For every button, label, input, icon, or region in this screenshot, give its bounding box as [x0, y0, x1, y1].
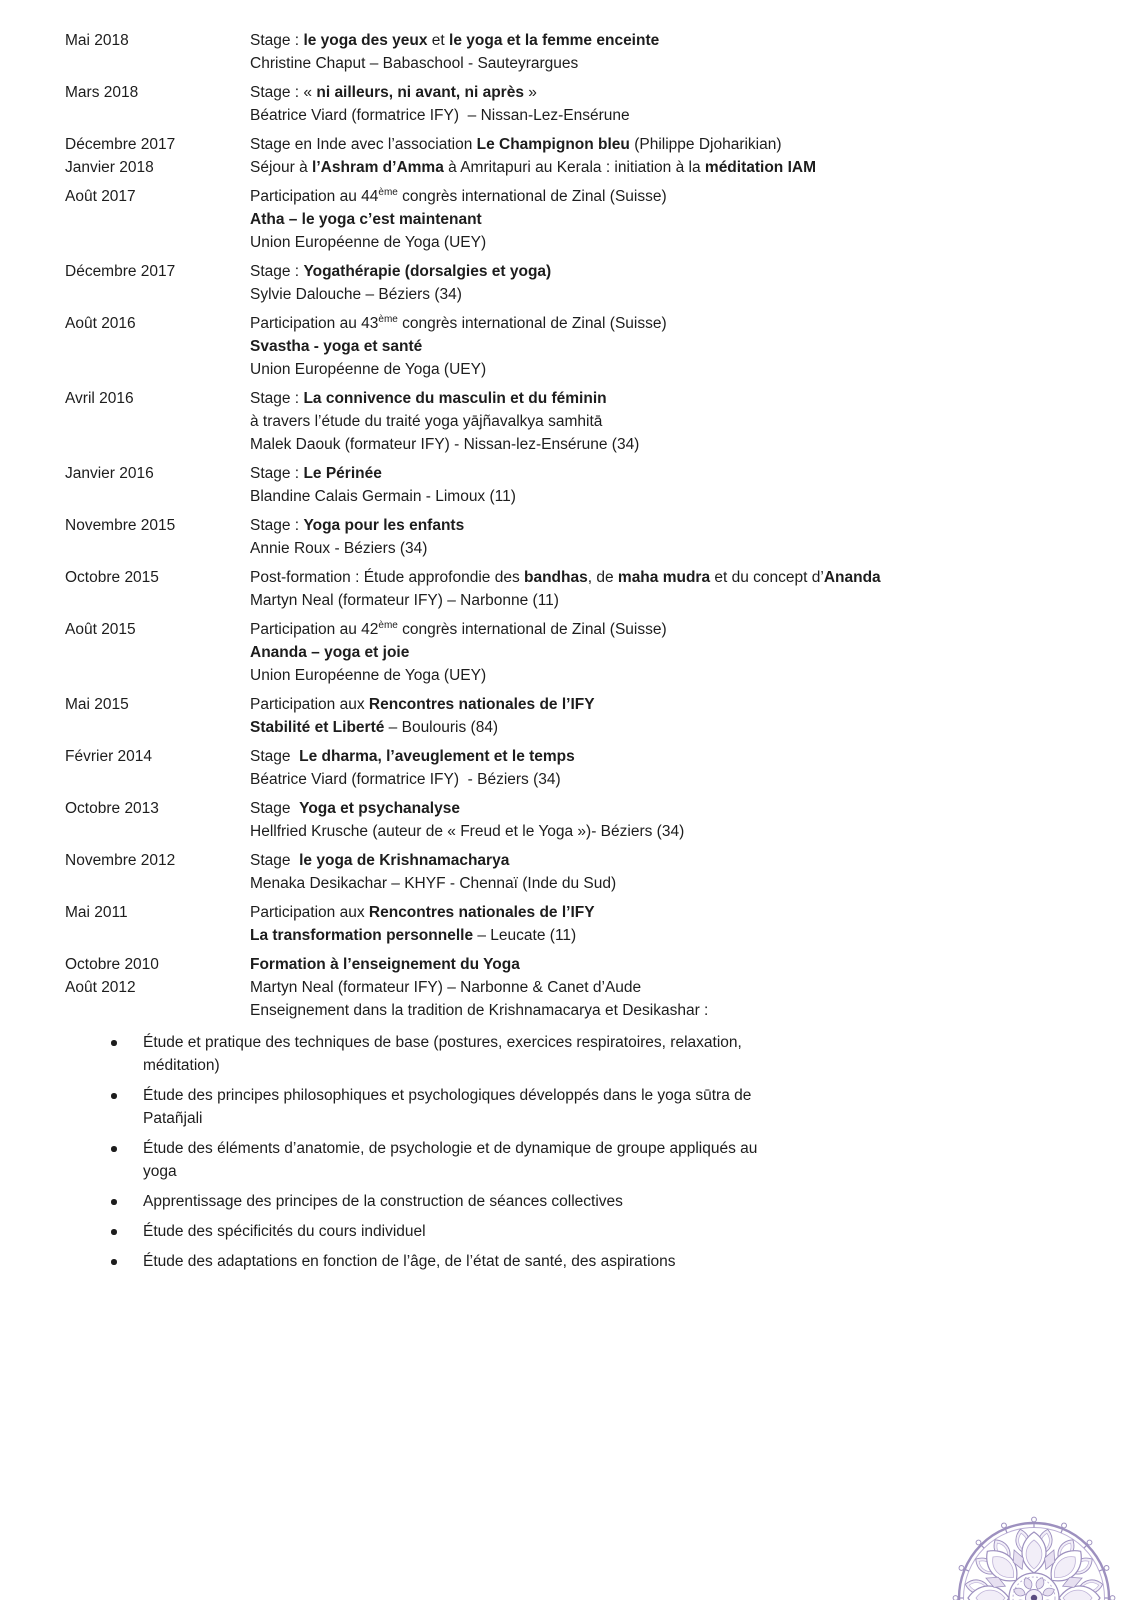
plain-text: Stage :: [250, 517, 304, 534]
mandala-shape: [1053, 1536, 1078, 1564]
entry-description-line: [250, 901, 1077, 924]
mandala-shape: [1110, 1596, 1115, 1600]
mandala-shape: [989, 1536, 1014, 1564]
mandala-shape: [958, 1565, 964, 1571]
plain-text: Béatrice Viard (formatrice IFY) - Béziers (34): [250, 771, 561, 788]
entry-date: Octobre 2010: [65, 956, 159, 973]
entry-description-line: [250, 283, 1077, 306]
emphasized-text: Atha – le yoga c’est maintenant: [250, 211, 482, 228]
plain-text: Malek Daouk (formateur IFY) - Nissan-lez-Ensérune (34): [250, 436, 640, 453]
entry-date: Août 2016: [65, 315, 136, 332]
plain-text: Martyn Neal (formateur IFY) – Narbonne (11): [250, 592, 559, 609]
bullet-item: [65, 1084, 1132, 1130]
entry-description-line: [250, 797, 1077, 820]
mandala-shape: [1081, 1581, 1100, 1593]
entry-date-column: [65, 29, 250, 52]
emphasized-text: Ananda: [823, 569, 881, 586]
mandala-shape: [1001, 1522, 1007, 1528]
bullet-dot-icon: [111, 1093, 117, 1099]
training-entry: [65, 901, 1132, 947]
plain-text: et du concept d’: [710, 569, 824, 586]
plain-text: Hellfried Krusche (auteur de « Freud et le Yoga »)- Béziers (34): [250, 823, 685, 840]
entry-description-line: [250, 260, 1077, 283]
mandala-shape: [1041, 1548, 1059, 1572]
mandala-shape: [1093, 1595, 1099, 1600]
mandala-shape: [987, 1551, 1019, 1583]
plain-text: Union Européenne de Yoga (UEY): [250, 667, 487, 684]
mandala-shape: [1084, 1542, 1090, 1548]
entry-description-line: [250, 618, 1077, 641]
mandala-shape: [1043, 1543, 1089, 1589]
plain-text: Blandine Calais Germain - Limoux (11): [250, 488, 516, 505]
emphasized-text: méditation IAM: [704, 159, 816, 176]
plain-text: Stage :: [250, 465, 304, 482]
plain-text: Post-formation : Étude approfondie des: [250, 569, 524, 586]
mandala-shape: [1074, 1550, 1082, 1558]
entry-date-column: [65, 566, 250, 589]
plain-text: Participation aux: [250, 696, 369, 713]
plain-text: Sylvie Dalouche – Béziers (34): [250, 286, 462, 303]
mandala-shape: [978, 1542, 984, 1548]
emphasized-text: Rencontres nationales de l’IFY: [368, 696, 595, 713]
entry-date: Février 2014: [65, 748, 153, 765]
plain-text: Stage : «: [250, 84, 317, 101]
training-entry: [65, 260, 1132, 306]
plain-text: Stage :: [250, 263, 304, 280]
mandala-shape: [968, 1581, 987, 1593]
entry-date-column: [65, 185, 250, 208]
entry-description-line: [250, 231, 1077, 254]
training-entry: [65, 745, 1132, 791]
plain-text: Participation au 42: [250, 621, 379, 638]
plain-text: congrès international de Zinal (Suisse): [397, 188, 667, 205]
entry-description-line: [250, 745, 1077, 768]
entry-date: Novembre 2015: [65, 517, 176, 534]
entry-description-column: [250, 849, 1132, 895]
bullet-text: Étude des adaptations en fonction de l’âge, de l’état de santé, des aspirations: [143, 1253, 676, 1270]
mandala-shape: [975, 1539, 982, 1546]
training-entry: [65, 81, 1132, 127]
emphasized-text: Stabilité et Liberté: [250, 719, 385, 736]
entry-date-column: [65, 312, 250, 335]
entry-date: Octobre 2013: [65, 800, 159, 817]
plain-text: Menaka Desikachar – KHYF - Chennaï (Inde du Sud): [250, 875, 617, 892]
entry-description-line: [250, 312, 1077, 335]
entry-description-column: [250, 185, 1132, 254]
plain-text: Stage: [250, 800, 300, 817]
plain-text: »: [523, 84, 537, 101]
emphasized-text: le yoga de Krishnamacharya: [299, 852, 510, 869]
emphasized-text: Ananda – yoga et joie: [250, 644, 410, 661]
bullet-item: [65, 1137, 1132, 1183]
entry-date-column: [65, 260, 250, 283]
entry-description-line: [250, 433, 1077, 456]
plain-text: – Boulouris (84): [384, 719, 499, 736]
ordinal-superscript: ème: [378, 619, 398, 631]
bullet-text: Étude des spécificités du cours individuel: [143, 1223, 426, 1240]
plain-text: Béatrice Viard (formatrice IFY) – Nissan-Lez-Ensérune: [250, 107, 630, 124]
training-entry: [65, 849, 1132, 895]
entry-description-column: [250, 693, 1132, 739]
training-program-bullet-list: [65, 1031, 1132, 1273]
entry-date-column: [65, 514, 250, 537]
plain-text: Stage :: [250, 32, 304, 49]
emphasized-text: Le Champignon bleu: [476, 136, 630, 153]
mandala-shape: [1058, 1541, 1075, 1560]
mandala-shape: [1017, 1532, 1029, 1551]
bullet-dot-icon: [111, 1229, 117, 1235]
entry-date-column: [65, 387, 250, 410]
mandala-shape: [1049, 1551, 1081, 1583]
entry-date: Janvier 2018: [65, 159, 154, 176]
entry-description-column: [250, 462, 1132, 508]
plain-text: Union Européenne de Yoga (UEY): [250, 234, 487, 251]
entry-description-line: [250, 514, 1077, 537]
entry-description-column: [250, 797, 1132, 843]
mandala-shape: [1068, 1553, 1096, 1578]
entry-description-column: [250, 566, 1132, 612]
entry-date-column: [65, 797, 250, 820]
entry-date-column: [65, 462, 250, 485]
training-entry: [65, 514, 1132, 560]
plain-text: et: [427, 32, 450, 49]
entry-description-line: [250, 81, 1077, 104]
entry-description-line: [250, 52, 1077, 75]
entry-description-line: [250, 924, 1077, 947]
plain-text: Martyn Neal (formateur IFY) – Narbonne & Canet d’Aude: [250, 979, 642, 996]
training-entry: [65, 387, 1132, 456]
mandala-shape: [1034, 1576, 1046, 1590]
entry-description-column: [250, 387, 1132, 456]
plain-text: Participation au 44: [250, 188, 379, 205]
plain-text: Stage: [250, 748, 300, 765]
bullet-dot-icon: [111, 1146, 117, 1152]
entry-description-line: [250, 387, 1077, 410]
entry-date: Janvier 2016: [65, 465, 154, 482]
plain-text: Enseignement dans la tradition de Krishnamacarya et Desikashar :: [250, 1002, 709, 1019]
emphasized-text: Le dharma, l’aveuglement et le temps: [299, 748, 575, 765]
entry-description-line: [250, 29, 1077, 52]
entry-description-line: [250, 664, 1077, 687]
entry-description-column: [250, 81, 1132, 127]
training-entry: [65, 566, 1132, 612]
entry-date-column: [65, 693, 250, 716]
mandala-shape: [1026, 1590, 1043, 1600]
mandala-shape: [1012, 1586, 1026, 1598]
bullet-item: [65, 1031, 1132, 1077]
entry-description-line: [250, 358, 1077, 381]
mandala-shape: [1061, 1573, 1085, 1591]
emphasized-text: Svastha - yoga et santé: [250, 338, 423, 355]
mandala-shape: [1086, 1539, 1093, 1546]
mandala-shape: [1039, 1532, 1051, 1551]
mandala-shape: [1009, 1548, 1027, 1572]
emphasized-text: Yoga et psychanalyse: [299, 800, 460, 817]
emphasized-text: bandhas: [524, 569, 588, 586]
entry-description-column: [250, 514, 1132, 560]
entry-description-column: [250, 745, 1132, 791]
mandala-shape: [964, 1578, 991, 1596]
training-history-list: [65, 29, 1132, 1022]
bullet-text: Apprentissage des principes de la construction de séances collectives: [143, 1193, 623, 1210]
entry-date: Août 2017: [65, 188, 136, 205]
entry-description-line: [250, 768, 1077, 791]
mandala-shape: [994, 1541, 1011, 1560]
bullet-text: Étude des principes philosophiques et psychologiques développés dans le yoga sūtra de Patañjali: [143, 1087, 752, 1127]
entry-date: Août 2015: [65, 621, 136, 638]
entry-description-column: [250, 260, 1132, 306]
entry-description-line: [250, 872, 1077, 895]
emphasized-text: l’Ashram d’Amma: [312, 159, 444, 176]
entry-date: Avril 2016: [65, 390, 134, 407]
entry-description-line: [250, 133, 1077, 156]
plain-text: congrès international de Zinal (Suisse): [397, 315, 667, 332]
emphasized-text: Formation à l’enseignement du Yoga: [250, 956, 520, 973]
emphasized-text: le yoga et la femme enceinte: [449, 32, 660, 49]
entry-description-line: [250, 849, 1077, 872]
entry-description-line: [250, 589, 1077, 612]
entry-description-line: [250, 641, 1077, 664]
plain-text: Séjour à: [250, 159, 313, 176]
entry-date: Mai 2011: [65, 904, 128, 921]
mandala-shape: [1026, 1540, 1042, 1569]
plain-text: Christine Chaput – Babaschool - Sauteyrargues: [250, 55, 579, 72]
plain-text: à Amritapuri au Kerala : initiation à la: [443, 159, 705, 176]
entry-date: Mars 2018: [65, 84, 139, 101]
bullet-dot-icon: [111, 1040, 117, 1046]
ordinal-superscript: ème: [378, 313, 398, 325]
mandala-shape: [976, 1590, 1005, 1600]
mandala-decoration-image: [952, 1516, 1116, 1600]
mandala-shape: [1061, 1525, 1064, 1532]
entry-date: Décembre 2017: [65, 263, 176, 280]
emphasized-text: Yoga pour les enfants: [303, 517, 465, 534]
entry-description-column: [250, 312, 1132, 381]
mandala-shape: [969, 1595, 975, 1600]
mandala-shape: [1014, 1528, 1032, 1555]
bullet-item: [65, 1190, 1132, 1213]
entry-description-line: [250, 716, 1077, 739]
bullet-text: Étude des éléments d’anatomie, de psychologie et de dynamique de groupe appliqués au yoga: [143, 1140, 758, 1180]
mandala-shape: [961, 1568, 968, 1571]
training-entry: [65, 953, 1132, 1022]
mandala-shape: [984, 1573, 1008, 1591]
entry-description-line: [250, 335, 1077, 358]
entry-description-line: [250, 999, 1077, 1022]
training-entry: [65, 133, 1132, 179]
mandala-shape: [1013, 1577, 1055, 1600]
emphasized-text: La connivence du masculin et du féminin: [303, 390, 607, 407]
mandala-shape: [1036, 1528, 1054, 1555]
entry-date-column: [65, 745, 250, 768]
emphasized-text: Yogathérapie (dorsalgies et yoga): [303, 263, 552, 280]
mandala-shape: [1103, 1565, 1109, 1571]
emphasized-text: La transformation personnelle: [250, 927, 474, 944]
entry-date: Août 2012: [65, 979, 136, 996]
mandala-shape: [1041, 1586, 1055, 1598]
mandala-shape: [1072, 1558, 1091, 1575]
entry-description-line: [250, 976, 1077, 999]
entry-description-line: [250, 208, 1077, 231]
mandala-shape: [972, 1553, 1000, 1578]
bullet-item: [65, 1220, 1132, 1243]
entry-date-column: [65, 849, 250, 872]
entry-description-line: [250, 566, 1077, 589]
bullet-dot-icon: [111, 1259, 117, 1265]
mandala-shape: [1099, 1568, 1106, 1571]
mandala-shape: [953, 1596, 958, 1600]
mandala-shape: [986, 1550, 994, 1558]
entry-date: Décembre 2017: [65, 136, 176, 153]
plain-text: , de: [587, 569, 618, 586]
entry-description-line: [250, 462, 1077, 485]
entry-date-column: [65, 901, 250, 924]
emphasized-text: maha mudra: [617, 569, 711, 586]
entry-description-line: [250, 185, 1077, 208]
mandala-shape: [1061, 1522, 1067, 1528]
entry-date-column: [65, 133, 250, 179]
mandala-shape: [1031, 1533, 1037, 1539]
entry-date: Mai 2018: [65, 32, 129, 49]
mandala-shape: [1031, 1595, 1037, 1600]
emphasized-text: ni ailleurs, ni avant, ni après: [316, 84, 524, 101]
emphasized-text: Le Périnée: [303, 465, 382, 482]
mandala-shape: [1022, 1576, 1034, 1590]
training-entry: [65, 462, 1132, 508]
plain-text: (Philippe Djoharikian): [629, 136, 782, 153]
emphasized-text: Rencontres nationales de l’IFY: [368, 904, 595, 921]
emphasized-text: le yoga des yeux: [303, 32, 428, 49]
entry-date: Novembre 2012: [65, 852, 176, 869]
training-entry: [65, 312, 1132, 381]
training-entry: [65, 618, 1132, 687]
mandala-shape: [964, 1528, 1105, 1600]
mandala-shape: [1004, 1525, 1007, 1532]
plain-text: congrès international de Zinal (Suisse): [397, 621, 667, 638]
mandala-shape: [977, 1558, 996, 1575]
mandala-shape: [959, 1523, 1109, 1600]
plain-text: Annie Roux - Béziers (34): [250, 540, 428, 557]
bullet-dot-icon: [111, 1199, 117, 1205]
entry-description-line: [250, 156, 1077, 179]
plain-text: Stage en Inde avec l’association: [250, 136, 477, 153]
entry-date-column: [65, 953, 250, 999]
plain-text: – Leucate (11): [473, 927, 577, 944]
entry-description-line: [250, 410, 1077, 433]
mandala-shape: [1077, 1578, 1104, 1596]
mandala-shape: [1022, 1532, 1046, 1573]
entry-date: Octobre 2015: [65, 569, 159, 586]
entry-date: Mai 2015: [65, 696, 129, 713]
entry-description-column: [250, 29, 1132, 75]
mandala-shape: [968, 1586, 1009, 1600]
entry-description-column: [250, 901, 1132, 947]
plain-text: à travers l’étude du traité yoga yājñavalkya samhitā: [250, 413, 603, 430]
bullet-text: Étude et pratique des techniques de base (postures, exercices respiratoires, relaxation, méditation): [143, 1034, 742, 1074]
entry-description-line: [250, 537, 1077, 560]
entry-description-column: [250, 953, 1132, 1022]
mandala-shape: [979, 1543, 1025, 1589]
entry-description-line: [250, 104, 1077, 127]
ordinal-superscript: ème: [378, 186, 398, 198]
entry-description-column: [250, 618, 1132, 687]
training-entry: [65, 693, 1132, 739]
plain-text: Participation au 43: [250, 315, 379, 332]
entry-date-column: [65, 618, 250, 641]
entry-description-line: [250, 693, 1077, 716]
entry-description-column: [250, 133, 1132, 179]
training-entry: [65, 29, 1132, 75]
training-entry: [65, 185, 1132, 254]
plain-text: Union Européenne de Yoga (UEY): [250, 361, 487, 378]
entry-description-line: [250, 485, 1077, 508]
mandala-shape: [1059, 1586, 1100, 1600]
mandala-shape: [1063, 1590, 1092, 1600]
entry-description-line: [250, 820, 1077, 843]
entry-description-line: [250, 953, 1077, 976]
mandala-shape: [1032, 1517, 1037, 1522]
mandala-shape: [1009, 1573, 1059, 1600]
bullet-item: [65, 1250, 1132, 1273]
plain-text: Participation aux: [250, 904, 369, 921]
plain-text: Stage: [250, 852, 300, 869]
training-entry: [65, 797, 1132, 843]
plain-text: Stage :: [250, 390, 304, 407]
entry-date-column: [65, 81, 250, 104]
